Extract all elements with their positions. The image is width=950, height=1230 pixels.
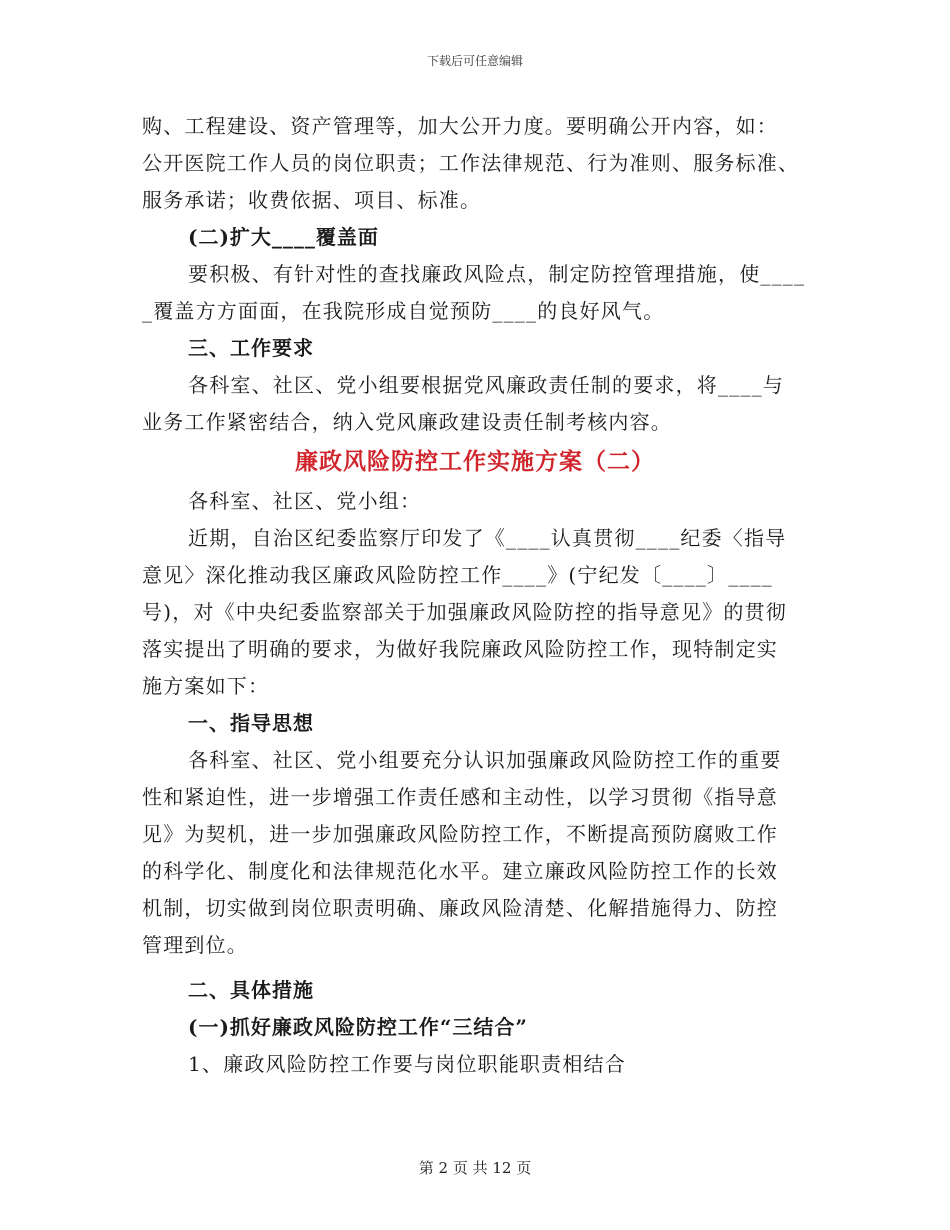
document-body [142,108,808,1083]
section-heading: 二、具体措施 [188,978,314,1002]
section-heading: 三、工作要求 [188,336,314,360]
body-line: 购、工程建设、资产管理等，加大公开力度。要明确公开内容，如： [142,114,778,138]
body-line: _覆盖方方面面，在我院形成自觉预防____的良好风气。 [142,299,665,323]
document-title: 廉政风险防控工作实施方案（二） [295,449,655,475]
body-line: 号)，对《中央纪委监察部关于加强廉政风险防控的指导意见》的贯彻 [142,600,788,624]
body-line: 见》为契机，进一步加强廉政风险防控工作，不断提高预防腐败工作 [142,822,778,846]
body-line: 要积极、有针对性的查找廉政风险点，制定防控管理措施，使____ [188,262,806,286]
body-line: 1、廉政风险防控工作要与岗位职能职责相结合 [188,1052,626,1076]
salutation: 各科室、社区、党小组： [188,489,422,513]
body-line: 落实提出了明确的要求，为做好我院廉政风险防控工作，现特制定实 [142,637,778,661]
body-line: 服务承诺；收费依据、项目、标准。 [142,188,482,212]
section-heading: (一)抓好廉政风险防控工作“三结合” [188,1015,528,1039]
body-line: 近期，自治区纪委监察厅印发了《____认真贯彻____纪委〈指导 [188,526,787,550]
body-line: 施方案如下： [142,674,270,698]
page-number: 第 2 页 共 12 页 [418,1159,532,1177]
body-line: 公开医院工作人员的岗位职责；工作法律规范、行为准则、服务标准、 [142,151,800,175]
section-heading: 一、指导思想 [188,711,314,735]
body-line: 业务工作紧密结合，纳入党风廉政建设责任制考核内容。 [142,410,672,434]
page-header-note: 下载后可任意编辑 [426,54,523,68]
body-line: 管理到位。 [142,933,248,957]
body-line: 性和紧迫性，进一步增强工作责任感和主动性，以学习贯彻《指导意 [142,785,778,809]
body-line: 各科室、社区、党小组要根据党风廉政责任制的要求，将____与 [188,373,784,397]
body-line: 机制，切实做到岗位职责明确、廉政风险清楚、化解措施得力、防控 [142,896,778,920]
body-line: 的科学化、制度化和法律规范化水平。建立廉政风险防控工作的长效 [142,859,778,883]
body-line: 各科室、社区、党小组要充分认识加强廉政风险防控工作的重要 [188,748,782,772]
section-heading: (二)扩大____覆盖面 [188,225,379,249]
body-line: 意见〉深化推动我区廉政风险防控工作____》(宁纪发〔____〕____ [142,563,774,587]
